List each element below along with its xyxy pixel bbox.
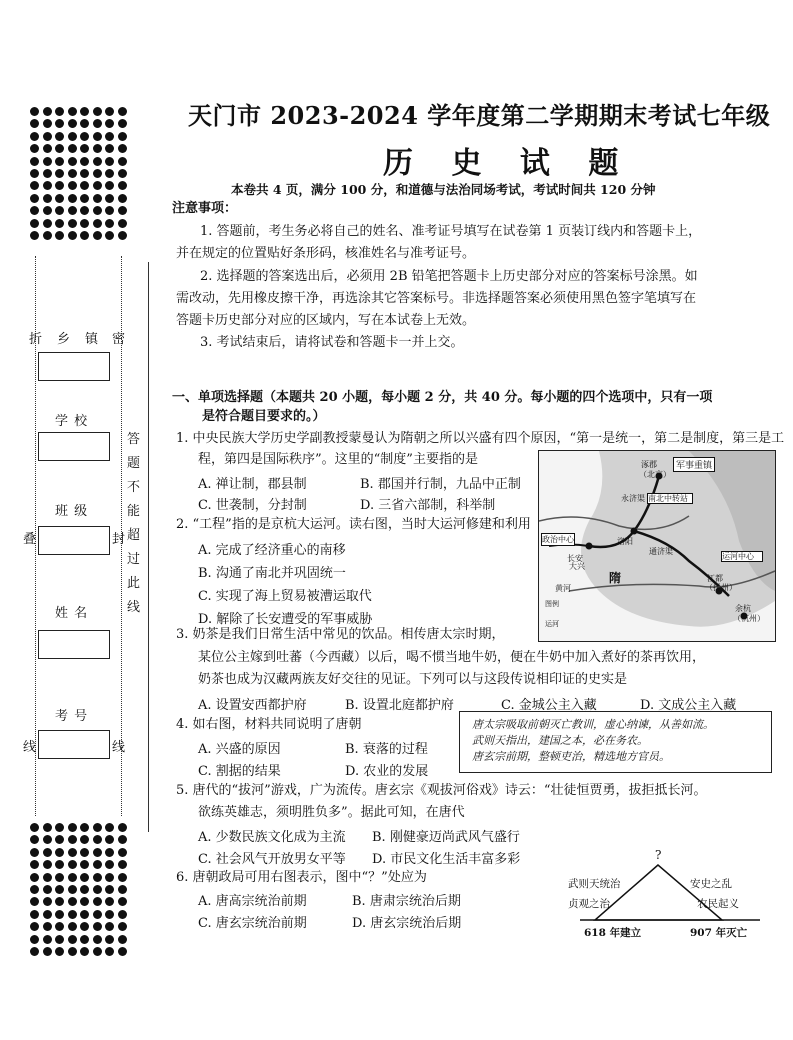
q1-option-a[interactable]: A. 禅让制，郡县制	[198, 477, 307, 492]
decor-dot	[80, 132, 89, 141]
school-label: 学 校	[55, 414, 89, 429]
q6-stem: 6. 唐朝政局可用右图表示，图中“？”处应为	[176, 870, 427, 885]
triangle-left-upper: 武则天统治	[568, 878, 621, 890]
decor-dot	[43, 219, 52, 228]
map-label-sui: 隋	[609, 571, 622, 585]
decor-dot	[118, 219, 127, 228]
q6-option-b[interactable]: B. 唐肃宗统治后期	[352, 894, 461, 909]
name-field[interactable]	[38, 630, 110, 659]
decor-dot	[118, 885, 127, 894]
decor-dot	[93, 181, 102, 190]
map-label-yuhang: 余杭	[735, 604, 751, 613]
decor-dot	[55, 848, 64, 857]
decor-dot	[43, 910, 52, 919]
map-label-yellow-river: 黄河	[555, 584, 571, 593]
section-desc-2: 是符合题目要求的。）	[202, 409, 326, 424]
q5-stem-1: 5. 唐代的“拔河”游戏，广为流传。唐玄宗《观拔河俗戏》诗云：“壮徒恒贾勇，拔拒抵长河。	[176, 783, 707, 798]
decor-dot	[105, 860, 114, 869]
decor-dot	[68, 860, 77, 869]
decor-dot	[105, 835, 114, 844]
decor-dot	[68, 947, 77, 956]
decor-dot	[30, 848, 39, 857]
dot-pattern-top	[30, 107, 130, 243]
decor-dot	[68, 922, 77, 931]
decor-dot	[55, 860, 64, 869]
q1-stem-2: 程，第四是国际秩序”。这里的“制度”主要指的是	[198, 452, 478, 467]
decor-dot	[93, 169, 102, 178]
class-label: 班 级	[55, 504, 89, 519]
name-label: 姓 名	[55, 606, 89, 621]
exam-title: 天门市 2023-2024 学年度第二学期期末考试七年级	[188, 101, 771, 130]
decor-dot	[80, 885, 89, 894]
decor-dot	[80, 206, 89, 215]
decor-dot	[43, 132, 52, 141]
decor-dot	[68, 219, 77, 228]
decor-dot	[43, 119, 52, 128]
decor-dot	[30, 935, 39, 944]
dot-pattern-bottom	[30, 823, 130, 959]
section-desc: （本题共 20 小题，每小题 2 分，共 40 分。每小题的四个选项中，只有一项	[263, 390, 713, 405]
decor-dot	[105, 823, 114, 832]
decor-dot	[30, 119, 39, 128]
decor-dot	[43, 206, 52, 215]
fold-char-1: 折	[29, 332, 44, 347]
decor-dot	[55, 835, 64, 844]
decor-dot	[68, 873, 77, 882]
decor-dot	[93, 144, 102, 153]
decor-dot	[118, 947, 127, 956]
decor-dot	[30, 107, 39, 116]
decor-dot	[80, 194, 89, 203]
decor-dot	[43, 181, 52, 190]
decor-dot	[30, 132, 39, 141]
decor-dot	[93, 157, 102, 166]
decor-dot	[80, 157, 89, 166]
decor-dot	[30, 823, 39, 832]
decor-dot	[43, 144, 52, 153]
q4-option-b[interactable]: B. 衰落的过程	[345, 742, 428, 757]
q4-option-c[interactable]: C. 割据的结果	[198, 764, 281, 779]
decor-dot	[80, 873, 89, 882]
decor-dot	[43, 947, 52, 956]
decor-dot	[105, 132, 114, 141]
decor-dot	[55, 873, 64, 882]
decor-dot	[43, 935, 52, 944]
decor-dot	[105, 157, 114, 166]
decor-dot	[80, 947, 89, 956]
q1-option-d[interactable]: D. 三省六部制，科举制	[360, 498, 496, 513]
decor-dot	[55, 157, 64, 166]
decor-dot	[68, 206, 77, 215]
q1-stem-1: 1. 中央民族大学历史学副教授蒙曼认为隋朝之所以兴盛有四个原因，“第一是统一，第二是制度，第三是工	[176, 431, 785, 446]
decor-dot	[68, 935, 77, 944]
q1-option-b[interactable]: B. 郡国并行制，九品中正制	[360, 477, 521, 492]
q4-option-d[interactable]: D. 农业的发展	[345, 764, 429, 779]
decor-dot	[93, 922, 102, 931]
notes-heading: 注意事项：	[172, 201, 238, 216]
decor-dot	[118, 144, 127, 153]
decor-dot	[55, 231, 64, 240]
decor-dot	[43, 873, 52, 882]
triangle-start: 618 年建立	[584, 927, 642, 939]
decor-dot	[68, 157, 77, 166]
decor-dot	[105, 885, 114, 894]
decor-dot	[80, 107, 89, 116]
decor-dot	[118, 873, 127, 882]
decor-dot	[93, 885, 102, 894]
decor-dot	[68, 885, 77, 894]
q1-option-c[interactable]: C. 世袭制，分封制	[198, 498, 307, 513]
q4-option-a[interactable]: A. 兴盛的原因	[198, 742, 281, 757]
decor-dot	[43, 860, 52, 869]
q5-stem-2: 欲练英雄志，须明胜负多”。据此可知，在唐代	[198, 805, 465, 820]
note-line-5: 答题卡历史部分对应的区域内，写在本试卷上无效。	[176, 313, 476, 328]
decor-dot	[55, 119, 64, 128]
map-label-daxing: 大兴	[569, 562, 585, 571]
decor-dot	[93, 119, 102, 128]
section-heading	[172, 389, 712, 407]
triangle-right-upper: 安史之乱	[690, 878, 732, 890]
decor-dot	[43, 848, 52, 857]
decor-dot	[105, 206, 114, 215]
decor-dot	[30, 860, 39, 869]
decor-dot	[43, 194, 52, 203]
decor-dot	[105, 947, 114, 956]
q3-option-c[interactable]: C. 金城公主入藏	[501, 698, 597, 713]
section-title: 一、单项选择题	[172, 390, 264, 405]
decor-dot	[80, 910, 89, 919]
decor-dot	[118, 922, 127, 931]
note-line-2: 并在规定的位置贴好条形码，核准姓名与准考证号。	[176, 246, 476, 261]
decor-dot	[105, 219, 114, 228]
decor-dot	[30, 947, 39, 956]
map-label-tongji: 通济渠	[649, 547, 673, 556]
q4-stem: 4. 如右图，材料共同说明了唐朝	[176, 717, 362, 732]
decor-dot	[80, 860, 89, 869]
decor-dot	[68, 848, 77, 857]
decor-dot	[68, 169, 77, 178]
seal-char: 封	[112, 532, 127, 547]
decor-dot	[43, 107, 52, 116]
triangle-top-question: ?	[655, 848, 662, 862]
map-legend-canal: 运河	[545, 620, 559, 628]
decor-dot	[105, 107, 114, 116]
decor-dot	[68, 910, 77, 919]
decor-dot	[93, 219, 102, 228]
decor-dot	[105, 169, 114, 178]
decor-dot	[105, 848, 114, 857]
note-line-3: 2. 选择题的答案选出后，必须用 2B 铅笔把答题卡上历史部分对应的答案标号涂黑。如	[200, 269, 698, 284]
triangle-end: 907 年灭亡	[690, 927, 748, 939]
q4-material-3: 唐玄宗前期，整顿吏治，精选地方官员。	[472, 750, 670, 763]
exam-no-label: 考 号	[55, 709, 89, 724]
q5-option-d[interactable]: D. 市民文化生活丰富多彩	[372, 852, 521, 867]
map-label-political: 政治中心	[542, 535, 574, 544]
fold-char-stack: 叠	[23, 532, 38, 547]
decor-dot	[93, 823, 102, 832]
decor-dot	[93, 897, 102, 906]
q5-option-a[interactable]: A. 少数民族文化成为主流	[198, 830, 346, 845]
q6-option-d[interactable]: D. 唐玄宗统治后期	[352, 916, 462, 931]
q3-stem-1: 3. 奶茶是我们日常生活中常见的饮品。相传唐太宗时期，	[176, 627, 505, 642]
decor-dot	[80, 181, 89, 190]
decor-dot	[30, 181, 39, 190]
q2-option-d[interactable]: D. 解除了长安遭受的军事威胁	[198, 612, 373, 627]
class-field[interactable]	[38, 526, 110, 555]
decor-dot	[55, 947, 64, 956]
decor-dot	[118, 860, 127, 869]
decor-dot	[30, 910, 39, 919]
note-line-4: 需改动，先用橡皮擦干净，再选涂其它答案标号。非选择题答案必须使用黑色签字笔填写在	[176, 291, 697, 306]
decor-dot	[105, 194, 114, 203]
decor-dot	[55, 107, 64, 116]
q3-option-d[interactable]: D. 文成公主入藏	[640, 698, 737, 713]
decor-dot	[55, 181, 64, 190]
decor-dot	[80, 848, 89, 857]
grand-canal-map	[538, 450, 776, 642]
decor-dot	[55, 910, 64, 919]
decor-dot	[93, 935, 102, 944]
decor-dot	[43, 169, 52, 178]
decor-dot	[118, 910, 127, 919]
decor-dot	[105, 910, 114, 919]
decor-dot	[30, 206, 39, 215]
map-label-canal-center: 运河中心	[721, 551, 763, 562]
exam-info: 本卷共 4 页，满分 100 分，和道德与法治同场考试，考试时间共 120 分钟	[231, 182, 656, 197]
decor-dot	[55, 219, 64, 228]
map-label-luoyang: 洛阳	[617, 537, 633, 546]
q3-stem-2: 某位公主嫁到吐蕃（今西藏）以后，喝不惯当地牛奶，便在牛奶中加入煮好的茶再饮用，	[198, 650, 706, 665]
decor-dot	[30, 169, 39, 178]
decor-dot	[105, 922, 114, 931]
decor-dot	[118, 194, 127, 203]
decor-dot	[30, 231, 39, 240]
decor-dot	[55, 169, 64, 178]
decor-dot	[55, 194, 64, 203]
decor-dot	[43, 231, 52, 240]
decor-dot	[118, 132, 127, 141]
decor-dot	[93, 107, 102, 116]
decor-dot	[55, 823, 64, 832]
map-label-hangzhou: （杭州）	[733, 614, 765, 623]
q3-stem-3: 奶茶也成为汉藏两族友好交往的见证。下列可以与这段传说相印证的史实是	[198, 672, 628, 687]
decor-dot	[93, 194, 102, 203]
decor-dot	[105, 897, 114, 906]
q4-material-1: 唐太宗吸取前朝灭亡教训，虚心纳谏，从善如流。	[472, 718, 714, 731]
decor-dot	[30, 873, 39, 882]
fold-char-4: 密	[112, 332, 127, 347]
decor-dot	[55, 922, 64, 931]
map-label-beijing: （北京）	[639, 470, 671, 479]
fold-char-2: 乡	[57, 332, 72, 347]
exam-no-field[interactable]	[38, 730, 110, 759]
decor-dot	[118, 848, 127, 857]
q5-option-c[interactable]: C. 社会风气开放男女平等	[198, 852, 346, 867]
note-line-6: 3. 考试结束后，请将试卷和答题卡一并上交。	[200, 335, 464, 350]
q3-option-a[interactable]: A. 设置安西都护府	[198, 698, 307, 713]
decor-dot	[55, 132, 64, 141]
map-legend-title: 图例	[545, 600, 559, 608]
decor-dot	[68, 231, 77, 240]
decor-dot	[118, 835, 127, 844]
q3-option-b[interactable]: B. 设置北庭都护府	[345, 698, 454, 713]
decor-dot	[80, 231, 89, 240]
map-label-yongji: 永济渠	[621, 494, 645, 503]
decor-dot	[68, 144, 77, 153]
decor-dot	[93, 848, 102, 857]
decor-dot	[93, 873, 102, 882]
decor-dot	[118, 119, 127, 128]
decor-dot	[68, 119, 77, 128]
decor-dot	[118, 231, 127, 240]
decor-dot	[118, 169, 127, 178]
decor-dot	[68, 897, 77, 906]
decor-dot	[80, 169, 89, 178]
no-answer-warning: 答题不能超过此线	[127, 432, 141, 615]
decor-dot	[118, 107, 127, 116]
note-line-1: 1. 答题前，考生务必将自己的姓名、准考证号填写在试卷第 1 页装订线内和答题卡上，	[200, 224, 702, 239]
decor-dot	[30, 835, 39, 844]
decor-dot	[105, 144, 114, 153]
map-label-transfer: 南北中转站	[647, 493, 693, 504]
decor-dot	[93, 860, 102, 869]
decor-dot	[80, 219, 89, 228]
decor-dot	[68, 823, 77, 832]
subject-title: 历 史 试 题	[383, 146, 633, 181]
decor-dot	[30, 922, 39, 931]
line-char-left: 线	[23, 740, 38, 755]
q2-option-a[interactable]: A. 完成了经济重心的南移	[198, 543, 346, 558]
decor-dot	[105, 935, 114, 944]
decor-dot	[43, 157, 52, 166]
decor-dot	[55, 897, 64, 906]
decor-dot	[30, 219, 39, 228]
decor-dot	[43, 885, 52, 894]
township-field[interactable]	[38, 352, 110, 381]
decor-dot	[80, 897, 89, 906]
decor-dot	[93, 947, 102, 956]
decor-dot	[30, 144, 39, 153]
decor-dot	[118, 181, 127, 190]
decor-dot	[43, 823, 52, 832]
triangle-right-lower: 农民起义	[697, 898, 739, 910]
decor-dot	[68, 132, 77, 141]
triangle-left-lower: 贞观之治	[568, 898, 610, 910]
q2-option-c[interactable]: C. 实现了海上贸易被漕运取代	[198, 589, 372, 604]
decor-dot	[118, 206, 127, 215]
map-label-yangzhou: （扬州）	[705, 583, 737, 592]
decor-dot	[68, 194, 77, 203]
decor-dot	[55, 935, 64, 944]
decor-dot	[93, 132, 102, 141]
decor-dot	[55, 885, 64, 894]
map-label-military: 军事重镇	[673, 457, 715, 472]
decor-dot	[30, 157, 39, 166]
decor-dot	[93, 910, 102, 919]
map-label-jiangdu: 江都	[707, 574, 723, 583]
school-field[interactable]	[38, 432, 110, 461]
decor-dot	[80, 823, 89, 832]
q5-option-b[interactable]: B. 刚健豪迈尚武风气盛行	[372, 830, 520, 845]
decor-dot	[105, 119, 114, 128]
fold-char-3: 镇	[85, 332, 100, 347]
decor-dot	[68, 835, 77, 844]
q2-option-b[interactable]: B. 沟通了南北并巩固统一	[198, 566, 346, 581]
decor-dot	[93, 231, 102, 240]
decor-dot	[80, 922, 89, 931]
decor-dot	[118, 897, 127, 906]
decor-dot	[30, 194, 39, 203]
decor-dot	[80, 835, 89, 844]
decor-dot	[93, 835, 102, 844]
decor-dot	[80, 144, 89, 153]
decor-dot	[118, 823, 127, 832]
decor-dot	[43, 897, 52, 906]
decor-dot	[43, 835, 52, 844]
decor-dot	[105, 873, 114, 882]
q4-material-2: 武则天指出，建国之本，必在务农。	[472, 734, 648, 747]
decor-dot	[68, 181, 77, 190]
map-label-changan: 长安	[567, 554, 583, 563]
q6-option-a[interactable]: A. 唐高宗统治前期	[198, 894, 307, 909]
decor-dot	[118, 157, 127, 166]
q2-stem: 2. “工程”指的是京杭大运河。读右图，当时大运河修建和利用	[176, 517, 531, 532]
decor-dot	[80, 935, 89, 944]
line-char-right: 线	[112, 740, 127, 755]
decor-dot	[30, 897, 39, 906]
binding-line-right	[148, 262, 149, 832]
decor-dot	[80, 119, 89, 128]
decor-dot	[68, 107, 77, 116]
q6-option-c[interactable]: C. 唐玄宗统治前期	[198, 916, 307, 931]
decor-dot	[93, 206, 102, 215]
q4-material-box	[459, 711, 772, 773]
decor-dot	[118, 935, 127, 944]
map-label-zhuojun: 涿郡	[641, 460, 657, 469]
decor-dot	[55, 144, 64, 153]
decor-dot	[55, 206, 64, 215]
decor-dot	[105, 231, 114, 240]
decor-dot	[105, 181, 114, 190]
decor-dot	[30, 885, 39, 894]
decor-dot	[43, 922, 52, 931]
tang-politics-triangle	[560, 850, 785, 935]
